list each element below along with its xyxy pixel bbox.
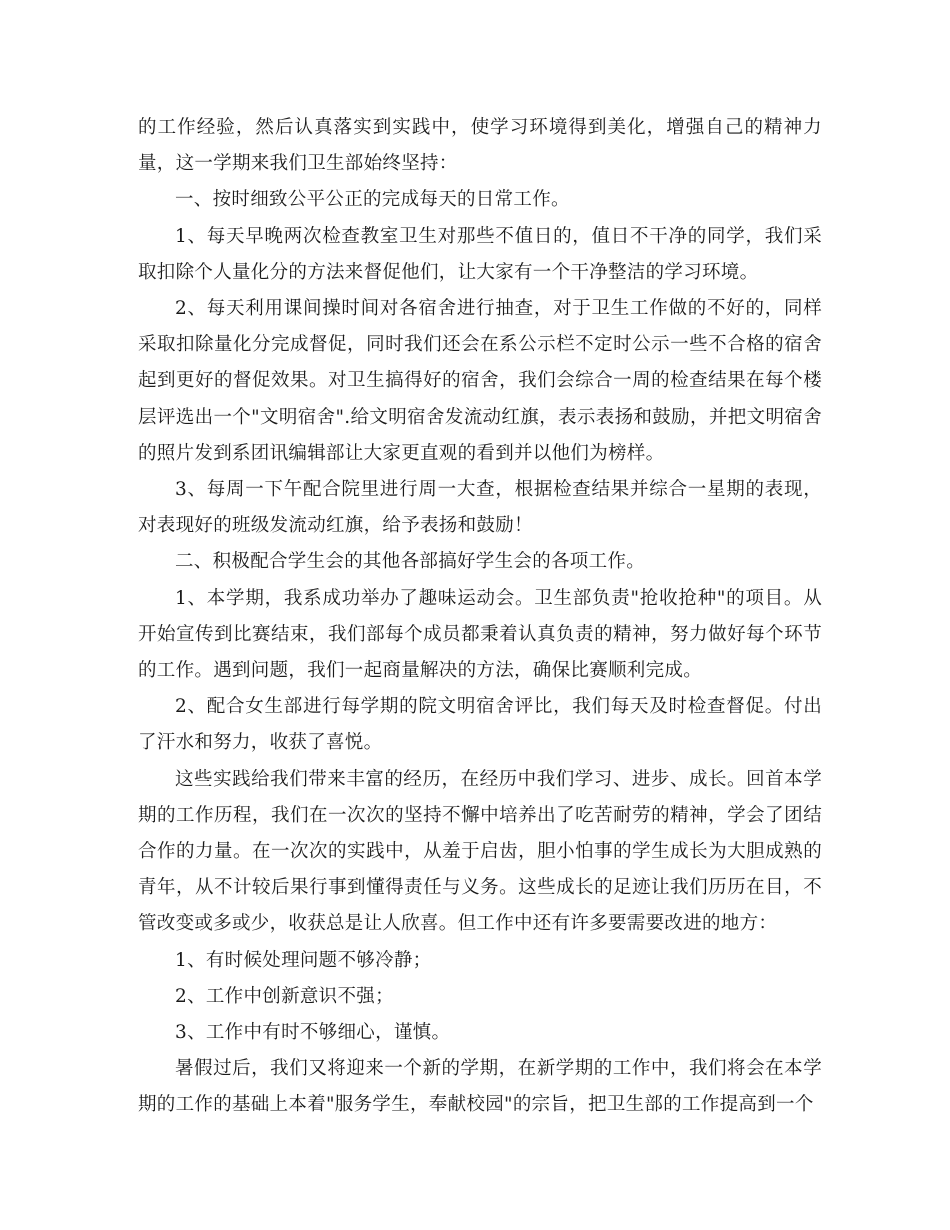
document-body — [138, 110, 822, 1124]
section-heading-1: 一、按时细致公平公正的完成每天的日常工作。 — [175, 189, 570, 211]
list-item-2-2: 2、配合女生部进行每学期的院文明宿舍评比，我们每天及时检查督促。付出了汗水和努力，收获了喜悦。 — [138, 696, 822, 754]
closing-paragraph: 暑假过后，我们又将迎来一个新的学期，在新学期的工作中，我们将会在本学期的工作的基础上本着"服务学生，奉献校园"的宗旨，把卫生部的工作提高到一个 — [138, 1058, 822, 1116]
list-item-1-3: 3、每周一下午配合院里进行周一大查，根据检查结果并综合一星期的表现，对表现好的班级发流动红旗，给予表扬和鼓励！ — [138, 479, 822, 537]
list-item-2-1: 1、本学期，我系成功举办了趣味运动会。卫生部负责"抢收抢种"的项目。从开始宣传到比赛结束，我们部每个成员都秉着认真负责的精神，努力做好每个环节的工作。遇到问题，我们一起商量解决的方法，确保比赛顺利完成。 — [138, 587, 822, 682]
list-item-1-1: 1、每天早晚两次检查教室卫生对那些不值日的，值日不干净的同学，我们采取扣除个人量化分的方法来督促他们，让大家有一个干净整洁的学习环境。 — [138, 225, 822, 283]
improvement-item-2: 2、工作中创新意识不强； — [175, 985, 394, 1007]
summary-paragraph: 这些实践给我们带来丰富的经历，在经历中我们学习、进步、成长。回首本学期的工作历程，我们在一次次的坚持不懈中培养出了吃苦耐劳的精神，学会了团结合作的力量。在一次次的实践中，从羞于启齿，胆小怕事的学生成长为大胆成熟的青年，从不计较后果行事到懂得责任与义务。这些成长的足迹让我们历历在目，不管改变或多或少，收获总是让人欣喜。但工作中还有许多要需要改进的地方： — [138, 768, 822, 935]
section-heading-2: 二、积极配合学生会的其他各部搞好学生会的各项工作。 — [175, 551, 646, 573]
improvement-item-1: 1、有时候处理问题不够冷静； — [175, 949, 432, 971]
list-item-1-2: 2、每天利用课间操时间对各宿舍进行抽查，对于卫生工作做的不好的，同样采取扣除量化分完成督促，同时我们还会在系公示栏不定时公示一些不合格的宿舍起到更好的督促效果。对卫生搞得好的宿舍，我们会综合一周的检查结果在每个楼层评选出一个"文明宿舍".给文明宿舍发流动红旗，表示表扬和鼓励，并把文明宿舍的照片发到系团讯编辑部让大家更直观的看到并以他们为榜样。 — [138, 298, 822, 464]
paragraph-continuation: 的工作经验，然后认真落实到实践中，使学习环境得到美化，增强自己的精神力量，这一学期来我们卫生部始终坚持： — [138, 117, 822, 175]
improvement-item-3: 3、工作中有时不够细心，谨慎。 — [175, 1022, 451, 1044]
